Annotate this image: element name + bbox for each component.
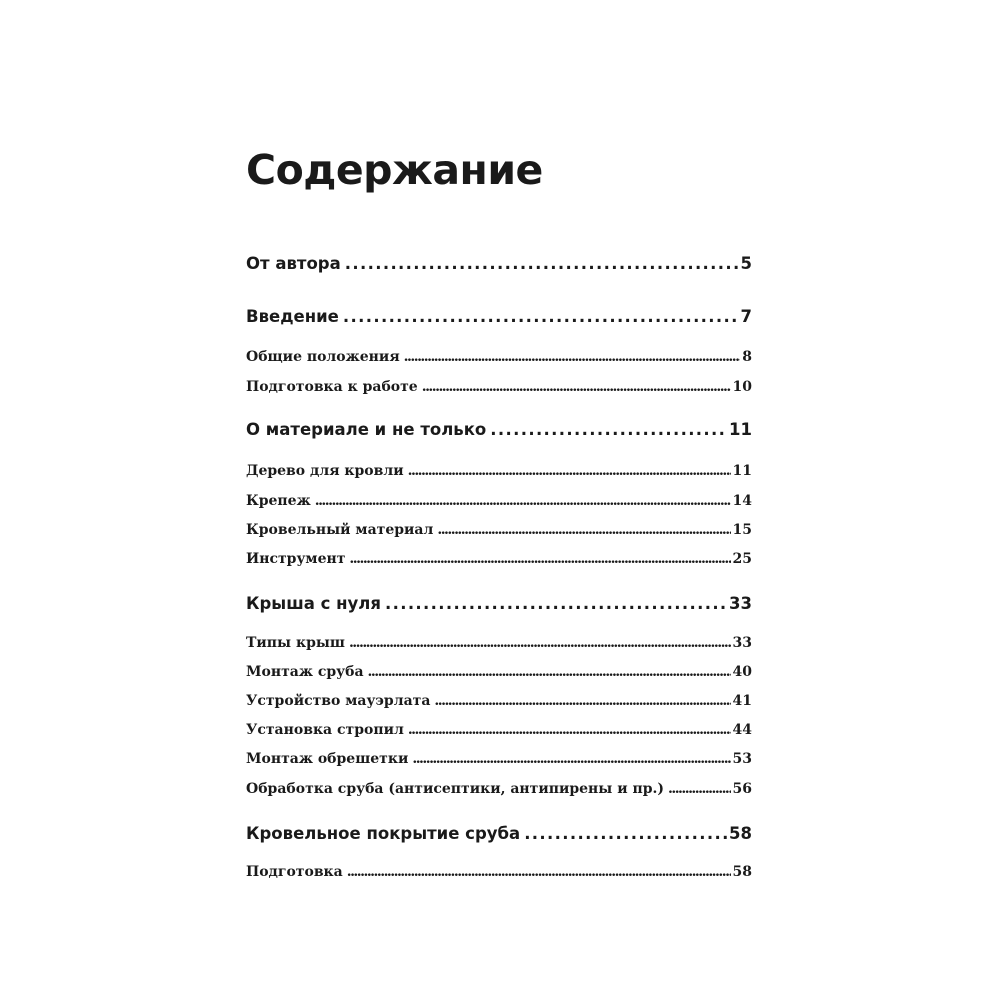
toc-entry-title: Дерево для кровли [246,463,404,479]
dot-leader [345,252,739,276]
toc-entry [246,305,752,329]
toc-entry [246,376,752,398]
dot-leader [422,376,731,398]
toc-entry-page: 8 [742,349,752,365]
toc-entry-page: 25 [732,551,752,567]
toc-entry-page: 41 [732,693,752,709]
toc-entry-title: Монтаж сруба [246,664,364,680]
dot-leader [404,346,741,368]
dot-leader [349,548,730,570]
toc-entry-title: Кровельный материал [246,522,434,538]
toc-entry-page: 7 [740,307,752,326]
toc-entry-title: Обработка сруба (антисептики, антипирены и пр.) [246,781,664,797]
dot-leader [490,418,727,442]
toc-entry [246,778,752,800]
page-title: Содержание [246,146,543,194]
toc-entry-title: Установка стропил [246,722,404,738]
toc-entry-page: 15 [732,522,752,538]
toc-entry-page: 40 [732,664,752,680]
toc-entry-title: Типы крыш [246,635,345,651]
toc-entry-title: Кровельное покрытие сруба [246,824,521,843]
toc-entry [246,418,752,442]
toc-entry-title: Устройство мауэрлата [246,693,431,709]
toc-entry [246,661,752,683]
toc-entry-page: 11 [732,463,752,479]
dot-leader [668,778,731,800]
toc-entry [246,460,752,482]
toc-entry [246,719,752,741]
dot-leader [349,632,731,654]
toc-entry [246,519,752,541]
toc-entry-title: Подготовка к работе [246,379,418,395]
toc-entry-page: 56 [732,781,752,797]
toc-entry [246,252,752,276]
toc-entry-title: Введение [246,307,339,326]
toc-entry-page: 58 [732,864,752,880]
dot-leader [315,490,731,512]
toc-entry-title: Подготовка [246,864,343,880]
toc-entry [246,822,752,846]
toc-entry-title: О материале и не только [246,420,487,439]
toc-entry [246,346,752,368]
toc-entry [246,548,752,570]
toc-entry-page: 33 [729,594,752,613]
dot-leader [408,460,731,482]
dot-leader [343,305,739,329]
dot-leader [347,861,731,883]
toc-entry-title: Общие положения [246,349,400,365]
toc-entry-page: 53 [732,751,752,767]
toc-entry-page: 11 [729,420,752,439]
toc-entry [246,490,752,512]
dot-leader [385,592,727,616]
dot-leader [434,690,730,712]
toc-entry-title: Инструмент [246,551,346,567]
toc-entry-page: 5 [740,254,752,273]
toc-entry-title: Крыша с нуля [246,594,381,613]
toc-entry-title: Крепеж [246,493,311,509]
dot-leader [437,519,730,541]
toc-entry-page: 33 [732,635,752,651]
toc-entry [246,748,752,770]
toc-entry [246,861,752,883]
toc-entry-page: 58 [729,824,752,843]
toc-entry-title: От автора [246,254,341,273]
toc-entry-page: 10 [732,379,752,395]
toc-entry [246,592,752,616]
dot-leader [412,748,730,770]
dot-leader [368,661,731,683]
toc-entry [246,690,752,712]
dot-leader [524,822,727,846]
toc-entry [246,632,752,654]
toc-entry-title: Монтаж обрешетки [246,751,409,767]
dot-leader [408,719,731,741]
toc-entry-page: 14 [732,493,752,509]
toc-entry-page: 44 [732,722,752,738]
